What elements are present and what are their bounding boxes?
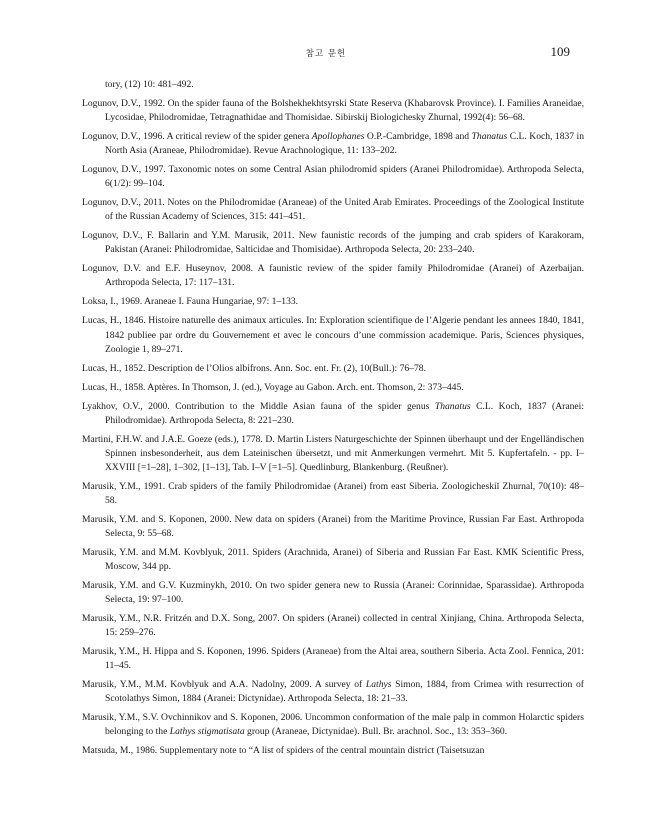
reference-entry <box>82 196 584 224</box>
reference-entry <box>82 645 584 673</box>
reference-text: Marusik, Y.M., M.M. Kovblyuk and A.A. Nadolny, 2009. A survey of <box>82 679 366 691</box>
reference-entry <box>82 579 584 607</box>
reference-entry <box>82 678 584 706</box>
page-number: 109 <box>550 44 570 59</box>
reference-entry <box>82 400 584 428</box>
reference-text: Logunov, D.V., 1996. A critical review of the spider genera <box>82 131 312 143</box>
reference-entry <box>82 480 584 508</box>
italic-taxon: Thanatus <box>471 131 508 143</box>
reference-entry <box>82 295 584 309</box>
reference-text: Lucas, H., 1858. Aptères. In Thomson, J. (ed.), Voyage au Gabon. Arch. ent. Thomson, 2: 373–445. <box>82 381 464 393</box>
reference-entry <box>82 314 584 356</box>
reference-text: Logunov, D.V., 1992. On the spider fauna of the Bolshekhekhtsyrski State Reserva (Khabarovsk Province). I. Families Araneidae, Lycosidae, Philodromidae, Tetragnathidae and Thomisidae. Sibirskij Biologichesky Zhurnal, 1992(4): 56–68. <box>82 97 584 124</box>
reference-text: Marusik, Y.M., S.V. Ovchinnikov and S. Koponen, 2006. Uncommon conformation of the male palp in common Holarctic spiders belonging to the <box>82 712 584 738</box>
reference-text: Marusik, Y.M., 1991. Crab spiders of the family Philodromidae (Aranei) from east Siberia. Zoologicheskiĭ Zhurnal, 70(10): 48–58. <box>82 480 584 506</box>
italic-taxon: Lathys stigmatisata <box>169 726 245 738</box>
reference-text: Loksa, I., 1969. Araneae I. Fauna Hungariae, 97: 1–133. <box>82 296 299 308</box>
reference-text: Marusik, Y.M., N.R. Fritzén and D.X. Song, 2007. On spiders (Aranei) collected in central Xinjiang, China. Arthropoda Selecta, 15: 259–276. <box>82 613 584 639</box>
italic-taxon: Lathys <box>365 679 392 691</box>
reference-text: Logunov, D.V. and E.F. Huseynov, 2008. A faunistic review of the spider family Philodromidae (Aranei) of Azerbaijan. Arthropoda Selecta, 17: 117–131. <box>82 263 584 289</box>
reference-entry <box>82 612 584 640</box>
reference-text: Marusik, Y.M. and M.M. Kovblyuk, 2011. Spiders (Arachnida, Aranei) of Siberia and Russian Far East. KMK Scientific Press, Moscow, 344 pp. <box>82 546 584 573</box>
reference-text: tory, (12) 10: 481–492. <box>105 79 194 90</box>
reference-entry <box>82 513 584 541</box>
reference-text: C.L. Koch, 1837 in North Asia (Araneae, Philodromidae). Revue Arachnologique, 11: 133–202. <box>105 131 585 157</box>
reference-text: Simon, 1884, from Crimea with resurrection of Scotolathys Simon, 1884 (Aranei: Dictynidae). Arthropoda Selecta, 18: 21–33. <box>105 679 584 705</box>
reference-text: Marusik, Y.M. and G.V. Kuzminykh, 2010. On two spider genera new to Russia (Aranei: Corinnidae, Sparassidae). Arthropoda Selecta, 19: 97–100. <box>82 580 584 606</box>
reference-entry <box>82 262 584 290</box>
reference-text: Martini, F.H.W. and J.A.E. Goeze (eds.), 1778. D. Martin Listers Naturgeschichte der Spinnen überhaupt und der Engelländischen Spinnen insbesonderheit, aus dem Lateinischen übersetzt, und mit Anmerkungen vermehrt. Mit 5. Kupfertafeln. - pp. I–XXVIII [=1–28], 1–302, [1–13], Tab. I–V [=1–5]. Quedlinburg, Blankenburg. (Reußner). <box>82 433 584 473</box>
reference-text: Logunov, D.V., F. Ballarin and Y.M. Marusik, 2011. New faunistic records of the jumping and crab spiders of Karakoram, Pakistan (Aranei: Philodromidae, Salticidae and Thomisidae). Arthropoda Selecta, 20: 233–240. <box>82 230 584 256</box>
reference-entry <box>82 711 584 739</box>
reference-entry <box>82 744 584 758</box>
running-head: 참고 문헌 <box>305 49 347 59</box>
reference-entry <box>82 546 584 574</box>
reference-text: group (Araneae, Dictynidae). Bull. Br. arachnol. Soc., 13: 353–360. <box>244 726 508 738</box>
reference-entry <box>82 130 584 158</box>
reference-text: Lyakhov, O.V., 2000. Contribution to the Middle Asian fauna of the spider genus <box>82 400 435 412</box>
reference-text: O.P.-Cambridge, 1898 and <box>364 131 472 143</box>
reference-text: Marusik, Y.M. and S. Koponen, 2000. New data on spiders (Aranei) from the Maritime Province, Russian Far East. Arthropoda Selecta, 9: 55–68. <box>82 513 584 539</box>
reference-entry <box>82 97 584 125</box>
page-header <box>0 44 652 64</box>
italic-taxon: Apollophanes <box>311 131 365 143</box>
reference-text: C.L. Koch, 1837 (Aranei: Philodromidae). Arthropoda Selecta, 8: 221–230. <box>105 400 584 426</box>
reference-text: Marusik, Y.M., H. Hippa and S. Koponen, 1996. Spiders (Araneae) from the Altai area, southern Siberia. Acta Zool. Fennica, 201: 11–45. <box>82 646 584 672</box>
reference-entry <box>82 362 584 376</box>
reference-entry <box>82 433 584 475</box>
italic-taxon: Thanatus <box>434 400 471 412</box>
reference-entry <box>82 163 584 191</box>
reference-text: Lucas, H., 1852. Description de l’Olios albifrons. Ann. Soc. ent. Fr. (2), 10(Bull.): 76–78. <box>82 362 427 374</box>
reference-text: Lucas, H., 1846. Histoire naturelle des animaux articules. In: Exploration scientifique de l’Algerie pendant les annees 1840, 1841, 1842 publiee par ordre du Gouvernement et avec le concours d’une commission academique. Paris, Sciences physiques, Zoologie 1, 89–271. <box>82 315 584 355</box>
reference-entry <box>82 381 584 395</box>
reference-list <box>82 78 584 763</box>
reference-entry <box>82 229 584 257</box>
reference-text: Logunov, D.V., 2011. Notes on the Philodromidae (Araneae) of the United Arab Emirates. Proceedings of the Zoological Institute of the Russian Academy of Sciences, 315: 441–451. <box>82 197 584 223</box>
reference-text: Matsuda, M., 1986. Supplementary note to “A list of spiders of the central mountain district (Taisetsuzan <box>82 745 485 757</box>
reference-text: Logunov, D.V., 1997. Taxonomic notes on some Central Asian philodromid spiders (Aranei Philodromidae). Arthropoda Selecta, 6(1/2): 99–104. <box>82 164 584 190</box>
reference-continuation <box>82 78 584 92</box>
